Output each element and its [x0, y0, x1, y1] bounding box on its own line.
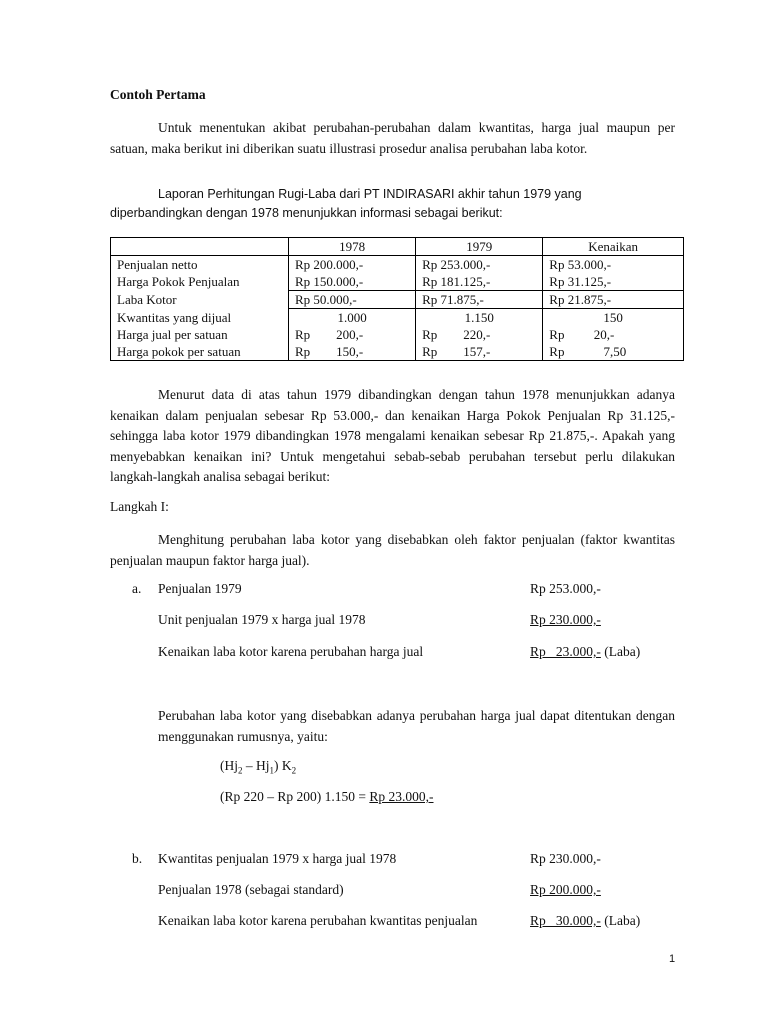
cell-1979: Rp 157,- — [416, 343, 543, 361]
table-row — [111, 343, 684, 361]
cell-1978: Rp 200,- — [289, 326, 416, 343]
formula-expression: $(Hj_2 - Hj_1)$ $K_2$ — [220, 758, 297, 776]
row-label: Harga pokok per satuan — [111, 343, 289, 361]
item-b-line-3-value-wrap — [530, 913, 640, 929]
cell-1978: Rp 50.000,- — [289, 291, 416, 309]
item-b-line-1-text: Kwantitas penjualan 1979 x harga jual 1978 — [158, 851, 397, 866]
item-a-line-3-value: Rp 23.000,- — [530, 644, 601, 659]
table-row — [111, 256, 684, 274]
table-header-kenaikan: Kenaikan — [543, 238, 684, 256]
report-caption-line-2: diperbandingkan dengan 1978 menunjukkan informasi sebagai berikut: — [110, 206, 503, 220]
item-a-marker: a. — [132, 581, 142, 596]
row-label: Laba Kotor — [111, 291, 289, 309]
cell-increase: Rp 7,50 — [543, 343, 684, 361]
item-b-line-3-text: Kenaikan laba kotor karena perubahan kwantitas penjualan — [158, 913, 478, 928]
cell-increase: Rp 20,- — [543, 326, 684, 343]
page-title: Contoh Pertama — [110, 87, 206, 102]
cell-1978: 1.000 — [289, 309, 416, 327]
item-a-line-2-value: Rp 230.000,- — [530, 612, 601, 627]
table-row — [111, 291, 684, 309]
cell-increase: Rp 31.125,- — [543, 273, 684, 291]
table-header-row — [111, 238, 684, 256]
step-description: Menghitung perubahan laba kotor yang disebabkan oleh faktor penjualan (faktor kwantitas penjualan maupun faktor harga jual). — [110, 532, 675, 568]
row-label: Harga Pokok Penjualan — [111, 273, 289, 291]
cell-1979: Rp 220,- — [416, 326, 543, 343]
cell-increase: 150 — [543, 309, 684, 327]
cell-1979: Rp 71.875,- — [416, 291, 543, 309]
table-header-1979: 1979 — [416, 238, 543, 256]
row-label: Penjualan netto — [111, 256, 289, 274]
cell-1979: Rp 253.000,- — [416, 256, 543, 274]
item-a-line-3-suffix: (Laba) — [600, 644, 641, 659]
item-b-line-2-value: Rp 200.000,- — [530, 882, 601, 897]
item-a-line-3-value-wrap — [530, 644, 640, 660]
item-a-line-3-text: Kenaikan laba kotor karena perubahan harga jual — [158, 644, 424, 659]
cell-1978: Rp 150,- — [289, 343, 416, 361]
row-label: Kwantitas yang dijual — [111, 309, 289, 327]
cell-1978: Rp 200.000,- — [289, 256, 416, 274]
item-b-line-3-value: Rp 30.000,- — [530, 913, 601, 928]
cell-increase: Rp 53.000,- — [543, 256, 684, 274]
formula-calc-prefix: (Rp 220 – Rp 200) 1.150 = — [220, 789, 370, 804]
item-a-line-2-text: Unit penjualan 1979 x harga jual 1978 — [158, 612, 366, 627]
table-row — [111, 309, 684, 327]
cell-1978: Rp 150.000,- — [289, 273, 416, 291]
step-title: Langkah I: — [110, 499, 169, 514]
item-b-line-3-suffix: (Laba) — [600, 913, 641, 928]
item-b-marker: b. — [132, 851, 143, 866]
table-header-1978: 1978 — [289, 238, 416, 256]
analysis-paragraph: Menurut data di atas tahun 1979 dibandingkan dengan tahun 1978 menunjukkan adanya kenaikan dalam penjualan sebesar Rp 53.000,- dan kenaikan Harga Pokok Penjualan Rp 31.125,- sehingga laba kotor 1979 dibandingkan 1978 mengalami kenaikan sebesar Rp 21.875,-. Apakah yang menyebabkan kenaikan ini? Untuk mengetahui sebab-sebab perubahan tersebut perlu dilakukan langkah-langkah analisa sebagai berikut: — [110, 387, 675, 484]
formula-calculation — [220, 789, 434, 805]
item-b-line-2-text: Penjualan 1978 (sebagai standard) — [158, 882, 344, 897]
cell-1979: Rp 181.125,- — [416, 273, 543, 291]
report-caption-line-1: Laporan Perhitungan Rugi-Laba dari PT INDIRASARI akhir tahun 1979 yang — [158, 187, 582, 201]
income-comparison-table — [110, 237, 684, 361]
item-a-line-1-text: Penjualan 1979 — [158, 581, 242, 596]
formula-intro: Perubahan laba kotor yang disebabkan adanya perubahan harga jual dapat ditentukan dengan menggunakan rumusnya, yaitu: — [158, 708, 675, 744]
table-row — [111, 326, 684, 343]
row-label: Harga jual per satuan — [111, 326, 289, 343]
page-number: 1 — [669, 953, 676, 965]
cell-increase: Rp 21.875,- — [543, 291, 684, 309]
item-b-line-1-value: Rp 230.000,- — [530, 851, 601, 866]
table-header-blank — [111, 238, 289, 256]
intro-paragraph: Untuk menentukan akibat perubahan-perubahan dalam kwantitas, harga jual maupun per satuan, maka berikut ini diberikan suatu illustrasi prosedur analisa perubahan laba kotor. — [110, 120, 675, 156]
item-a-line-1-value: Rp 253.000,- — [530, 581, 601, 596]
formula-calc-result: Rp 23.000,- — [369, 789, 434, 804]
cell-1979: 1.150 — [416, 309, 543, 327]
table-row — [111, 273, 684, 291]
